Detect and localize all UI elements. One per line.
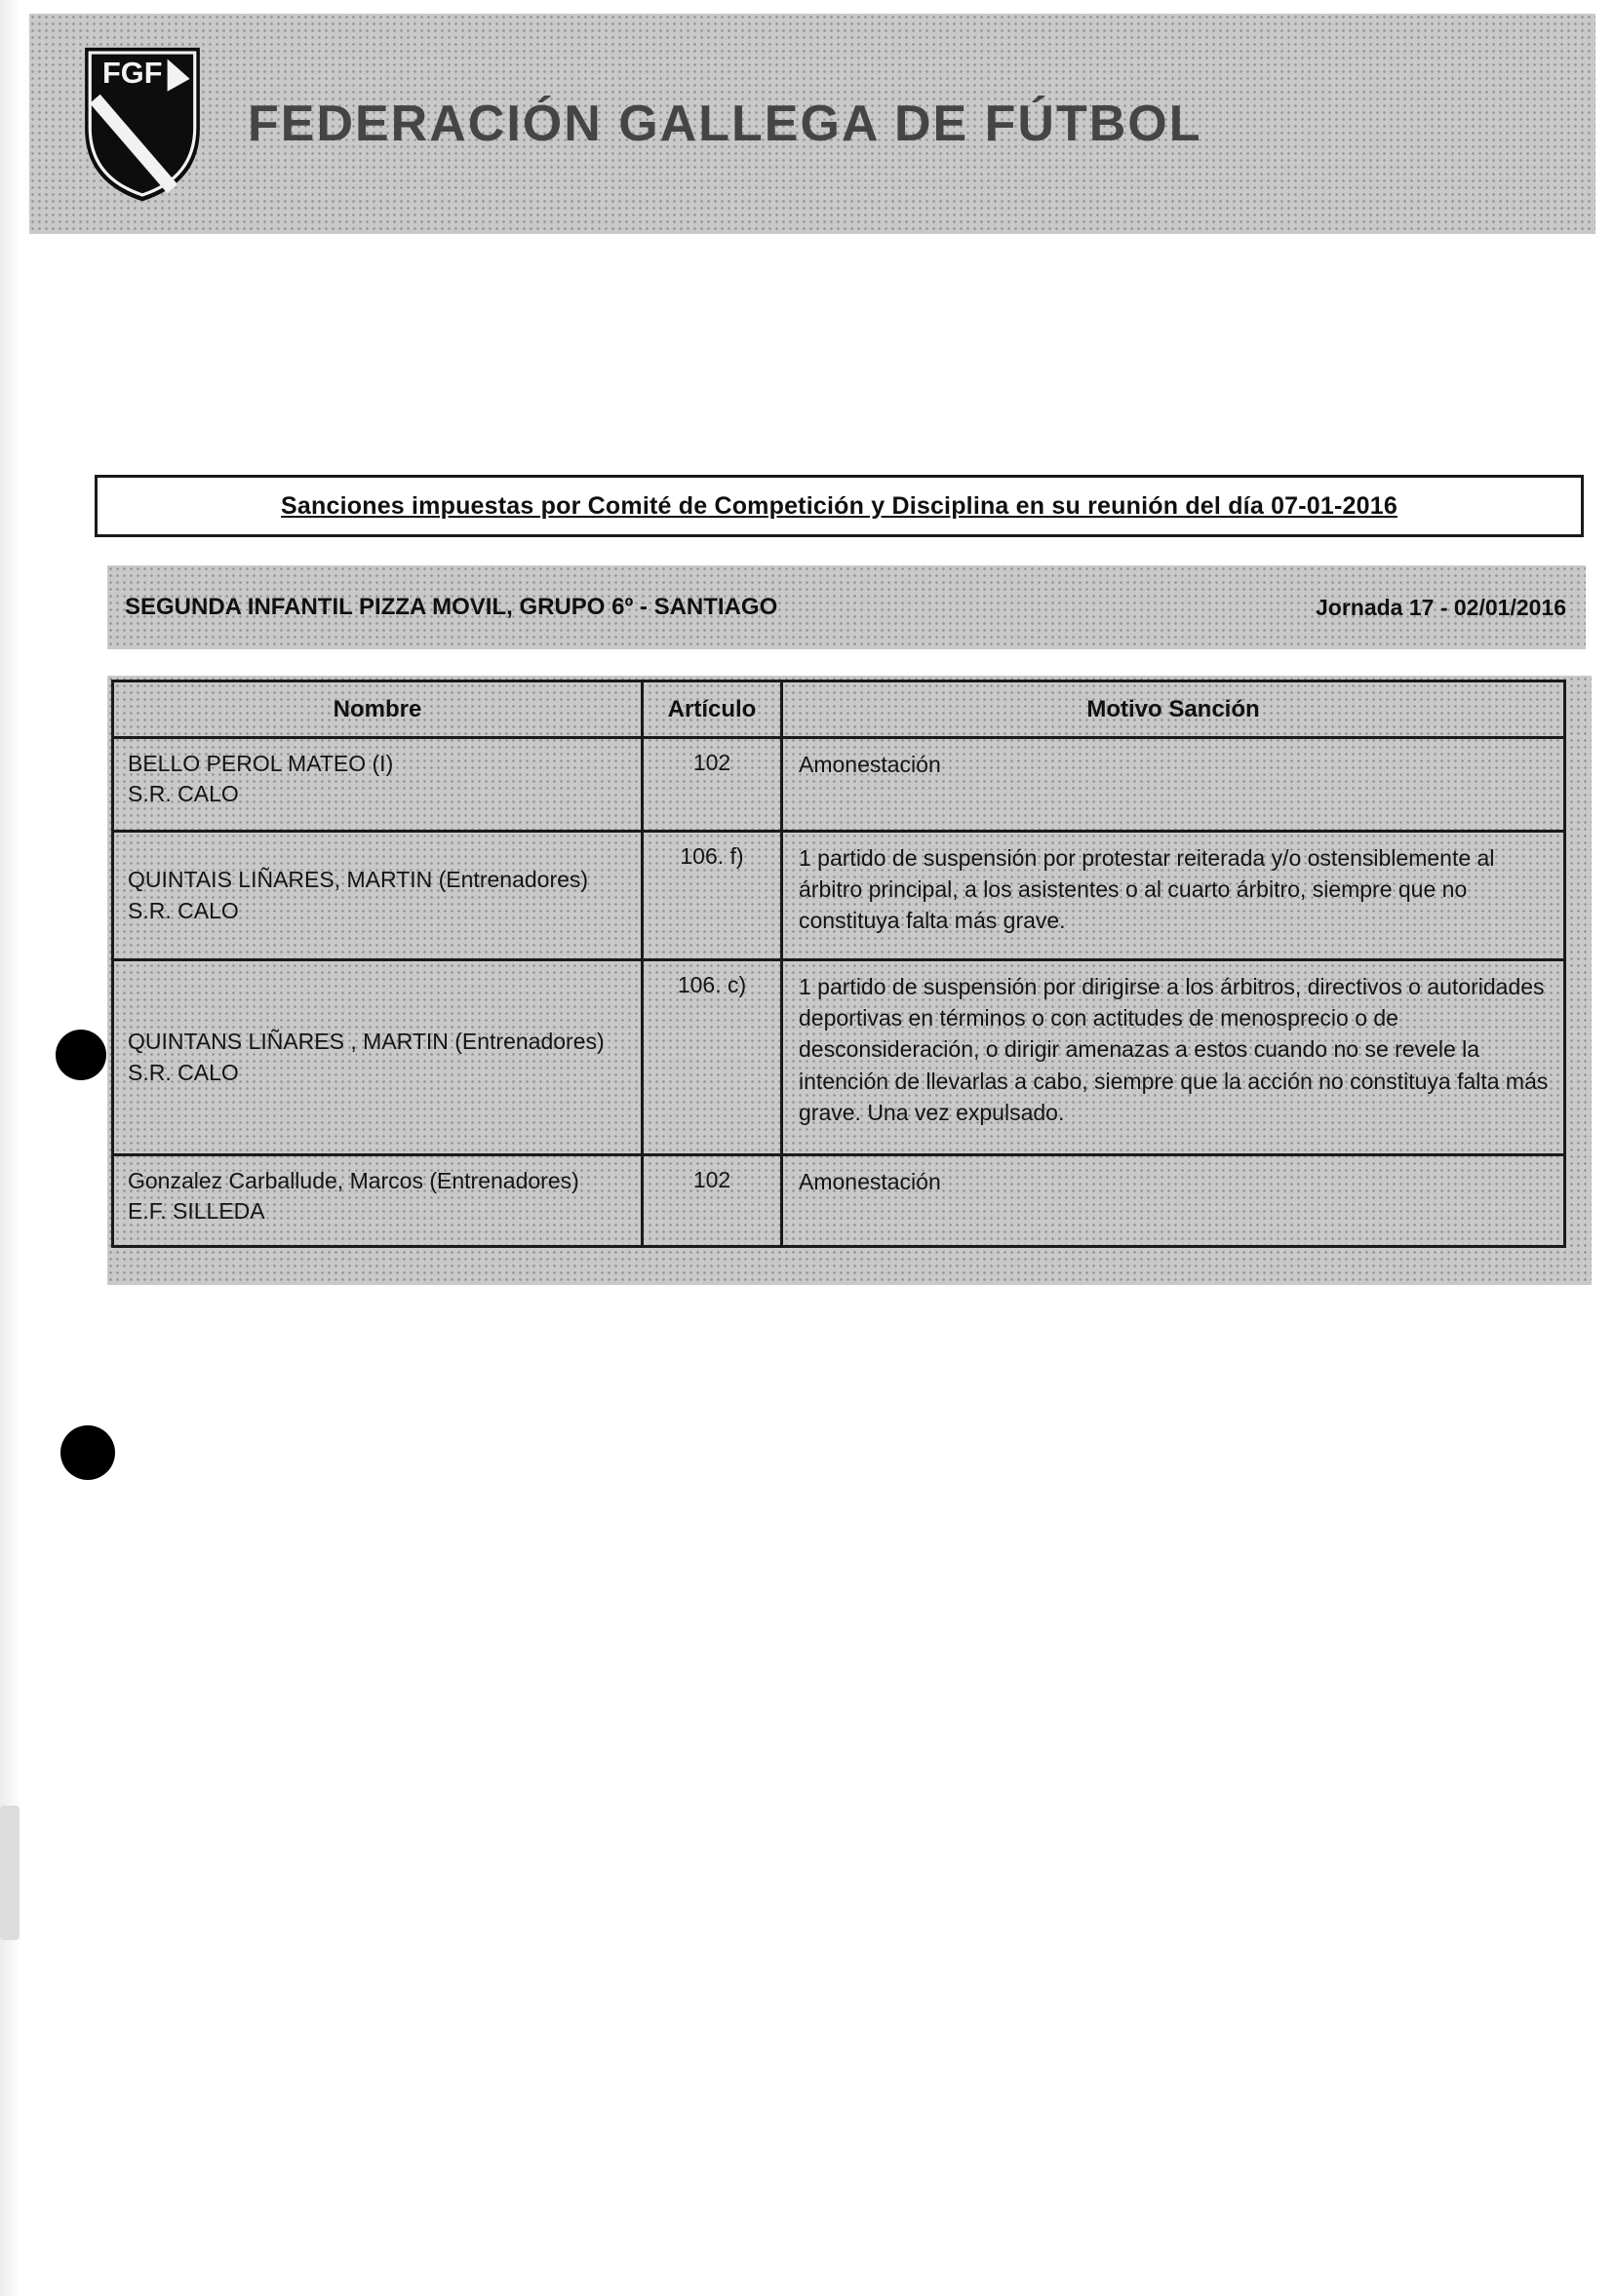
sanction-row <box>113 1155 1565 1247</box>
sanctions-table <box>111 680 1566 1248</box>
sanction-reason: 1 partido de suspensión por protestar reiterada y/o ostensiblemente al árbitro principal, a los asistentes o al cuarto árbitro, siempre que no constituya falta más grave. <box>782 832 1565 960</box>
competition-bar <box>107 565 1586 649</box>
federation-crest-icon <box>80 40 205 208</box>
person-name: Gonzalez Carballude, Marcos (Entrenadores) <box>128 1168 579 1193</box>
column-header-motivo: Motivo Sanción <box>782 681 1565 738</box>
sanctioned-name-cell <box>113 960 643 1155</box>
column-header-articulo: Artículo <box>643 681 782 738</box>
club-name: S.R. CALO <box>128 781 239 807</box>
sanction-row <box>113 738 1565 832</box>
document-title-box <box>95 475 1584 537</box>
federation-title: FEDERACIÓN GALLEGA DE FÚTBOL <box>248 96 1202 152</box>
competition-name: SEGUNDA INFANTIL PIZZA MOVIL, GRUPO 6º - SANTIAGO <box>125 594 778 620</box>
masthead <box>29 14 1595 234</box>
club-name: S.R. CALO <box>128 897 239 923</box>
sanction-reason: 1 partido de suspensión por dirigirse a los árbitros, directivos o autoridades deportivas en términos o con actitudes de menosprecio o de desconsideración, o dirigir amenazas a estos cuando no se revele la intención de llevarlas a cabo, siempre que la acción no constituya falta más grave. Una vez expulsado. <box>782 960 1565 1155</box>
sanctioned-name-cell <box>113 738 643 832</box>
sanctioned-name-cell <box>113 1155 643 1247</box>
club-name: S.R. CALO <box>128 1059 239 1085</box>
sanctioned-name-cell <box>113 832 643 960</box>
article-number: 102 <box>643 738 782 832</box>
person-name: QUINTAIS LIÑARES, MARTIN (Entrenadores) <box>128 867 589 893</box>
article-number: 106. f) <box>643 832 782 960</box>
club-name: E.F. SILLEDA <box>128 1198 265 1225</box>
column-header-nombre: Nombre <box>113 681 643 738</box>
scan-edge-shadow <box>0 0 21 2296</box>
sanction-reason: Amonestación <box>782 1155 1565 1247</box>
article-number: 106. c) <box>643 960 782 1155</box>
sanction-row <box>113 960 1565 1155</box>
person-name: QUINTANS LIÑARES , MARTIN (Entrenadores) <box>128 1029 605 1055</box>
article-number: 102 <box>643 1155 782 1247</box>
scan-artifact <box>0 1806 20 1940</box>
table-header-row <box>113 681 1565 738</box>
hole-punch-mark <box>60 1425 115 1480</box>
matchday-date: Jornada 17 - 02/01/2016 <box>1316 594 1566 620</box>
person-name: BELLO PEROL MATEO (I) <box>128 751 394 776</box>
sanction-row <box>113 832 1565 960</box>
sanctions-panel <box>107 676 1592 1285</box>
crest-initials: FGF <box>102 55 163 90</box>
document-title: Sanciones impuestas por Comité de Competición y Disciplina en su reunión del día 07-01-2016 <box>281 491 1397 520</box>
hole-punch-mark <box>56 1030 106 1080</box>
sanction-reason: Amonestación <box>782 738 1565 832</box>
